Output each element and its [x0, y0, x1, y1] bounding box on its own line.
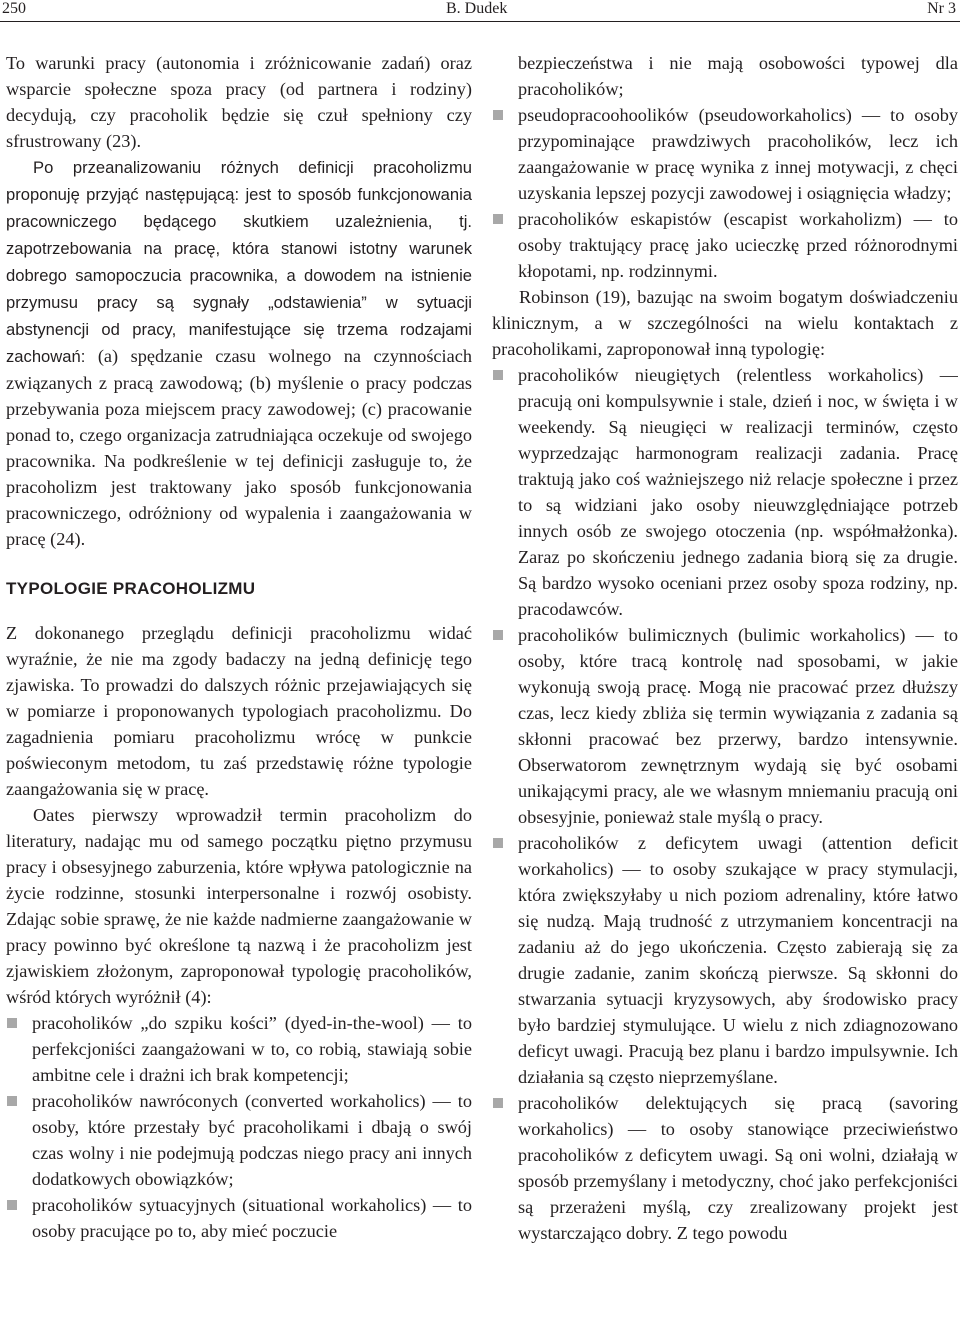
author-name: B. Dudek — [446, 0, 508, 17]
list-item: pseudopracoohoolików (pseudoworkaholics) — to osoby przypominające prawdziwych pracoholików, lecz ich zaangażowanie w pracę wynika z innej motywacji, z chęci uzyskania lepszej pozycji zawodowej i osiągnięcia władzy; — [492, 102, 958, 206]
page-number: 250 — [2, 0, 26, 17]
running-header — [0, 0, 960, 18]
left-column — [6, 50, 472, 1330]
typology-list-oates-continued — [492, 50, 958, 284]
definition-paragraph — [6, 154, 472, 552]
list-item-continuation: bezpieczeństwa i nie mają osobowości typowej dla pracoholików; — [518, 53, 958, 99]
list-item: pracoholików nawróconych (converted workaholics) — to osoby, które przestały być pracoholikami i dbają o swój czas wolny i nie podejmują podczas niego pracy ani innych dodatkowych obowiązków; — [6, 1088, 472, 1192]
typology-list-robinson — [492, 362, 958, 1246]
definition-text-sans: Po przeanalizowaniu różnych definicji pracoholizmu proponuję przyjąć następującą: jest to sposób funkcjonowania pracowniczego będącego skutkiem uzależnienia, tj. zapotrzebowania na pracę, która stanowi istotny warunek dobrego samopoczucia pracownika, a dowodem na istnienie przymusu pracy są sygnały „odstawienia” w sytuacji abstynencji od pracy, manifestujące się trzema rodzajami zachowań: — [6, 158, 472, 366]
list-item: pracoholików „do szpiku kości” (dyed-in-the-wool) — to perfekcjoniści zaangażowani w to, co robią, stawiają sobie ambitne cele i drażni ich brak kompetencji; — [6, 1010, 472, 1088]
paragraph: To warunki pracy (autonomia i zróżnicowanie zadań) oraz wsparcie społeczne spoza pracy (od partnera i rodziny) decydują, czy pracoholik będzie się czuł spełniony czy sfrustrowany (23). — [6, 53, 472, 151]
list-item: pracoholików z deficytem uwagi (attention deficit workaholics) — to osoby szukające w pracy stymulacji, która zwiększyłaby u nich poziom adrenaliny, które łatwo się nudzą. Mają trudność z utrzymaniem koncentracji na zadaniu aż do jego ukończenia. Często zabierają się za drugie zadanie, zanim skończą pierwsze. Są skłonni do stwarzania sytuacji kryzysowych, aby środowisko pracy było bardziej stymulujące. U wielu z nich zdiagnozowano deficyt uwagi. Pracują bez planu i bardzo impulsywnie. Ich działania są często nieprzemyślane. — [492, 830, 958, 1090]
list-item: pracoholików sytuacyjnych (situational workaholics) — to osoby pracujące po to, aby mieć poczucie — [6, 1192, 472, 1244]
list-item: pracoholików nieugiętych (relentless workaholics) — pracują oni kompulsywnie i stale, dzień i noc, w święta i w weekendy. Są nieugięci w realizacji terminów, często wyprzedzając harmonogram realizacji zadania. Pracę traktują jako coś ważniejszego niż relacje społeczne i przez to są widziani jako osoby nieuwzględniające potrzeb innych osób ze swojego otoczenia (np. współmałżonka). Zaraz po skończeniu jednego zadania biorą się za drugie. Są bardzo wysoko oceniani przez osoby spoza rodziny, np. pracodawców. — [492, 362, 958, 622]
list-item: pracoholików eskapistów (escapist workaholizm) — to osoby traktujący pracę jako ucieczkę przed różnorodnymi kłopotami, np. rodzinnymi. — [492, 206, 958, 284]
list-item: pracoholików bulimicznych (bulimic workaholics) — to osoby, które tracą kontrolę nad sposobami, w jakie wykonują swoją pracę. Mogą nie pracować przez dłuższy czas, lecz kiedy zbliża się termin wywiązania z zadania są skłonni pracować bez przerwy, bardzo intensywnie. Obserwatorom zewnętrznym wydają się być osobami unikającymi pracy, ale we własnym mniemaniu pracują oni obsesyjnie, ponieważ stale myślą o pracy. — [492, 622, 958, 830]
paragraph: Robinson (19), bazując na swoim bogatym doświadczeniu klinicznym, a w szczególności na wielu kontaktach z pracoholikami, zaproponował inną typologię: — [492, 287, 958, 359]
section-heading: TYPOLOGIE PRACOHOLIZMU — [6, 579, 256, 598]
paragraph: Oates pierwszy wprowadził termin pracoholizm do literatury, nadając mu od samego początku piętno przymusu pracy i obsesyjnego zaburzenia, które wpływa patologicznie na życie rodzinne, stosunki interpersonalne i rozwój osobisty. Zdając sobie sprawę, że nie każde nadmierne zaangażowanie w pracy powinno być określone tą nazwą i że pracoholizm jest zjawiskiem złożonym, zaproponował typologię pracoholików, wśród których wyróżnił (4): — [6, 805, 472, 1007]
header-rule — [0, 21, 960, 22]
typology-list-oates — [6, 1010, 472, 1244]
list-item: pracoholików delektujących się pracą (savoring workaholics) — to osoby stanowiące przeciwieństwo pracoholików z deficytem uwagi. Są oni wolni, działają w sposób przemyślany i metodyczny, choć jako perfekcjoniści są przerażeni myślą, czy zrealizowany projekt jest wystarczająco dobry. Z tego powodu — [492, 1090, 958, 1246]
paragraph: Z dokonanego przeglądu definicji pracoholizmu widać wyraźnie, że nie ma zgody badaczy na jedną definicję tego zjawiska. To prowadzi do dalszych różnic przejawiających się w pomiarze i proponowanych typologiach pracoholizmu. Do zagadnienia pomiaru pracoholizmu wrócę w punkcie poświeconym metodom, tu zaś przedstawię różne typologie zaangażowania się w pracę. — [6, 623, 472, 799]
issue-number: Nr 3 — [927, 0, 956, 17]
right-column — [492, 50, 958, 1330]
definition-text: (a) spędzanie czasu wolnego na czynnościach związanych z pracą zawodową; (b) myślenie o pracy podczas przebywania poza miejscem pracy zawodowej; (c) pracowanie ponad to, czego organizacja zatrudniająca oczekuje od swojego pracownika. Na podkreślenie w tej definicji zasługuje to, że pracoholizm jest traktowany jako sposób funkcjonowania pracowniczego, odróżniony od wypalenia i zaangażowania w pracę (24). — [6, 346, 472, 549]
